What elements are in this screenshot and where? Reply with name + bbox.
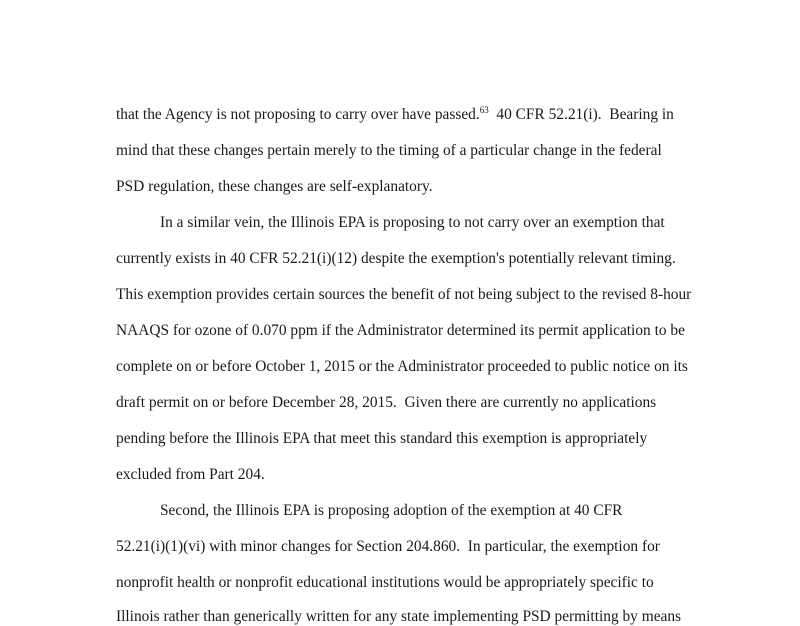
- text-line-2: mind that these changes pertain merely to the timing of a particular change in the federal: [116, 142, 662, 159]
- text-line-13: 52.21(i)(1)(vi) with minor changes for Section 204.860. In particular, the exemption for: [116, 538, 660, 555]
- text-line-10: pending before the Illinois EPA that meet this standard this exemption is appropriately: [116, 430, 648, 447]
- text-line-6: This exemption provides certain sources the benefit of not being subject to the revised 8-hour: [116, 286, 692, 303]
- footnote-ref-63: 63: [479, 105, 489, 115]
- line-1-text-end: 40 CFR 52.21(i). Bearing in: [488, 106, 674, 123]
- paragraph-start-line: In a similar vein, the Illinois EPA is proposing to not carry over an exemption that: [160, 214, 665, 231]
- text-line-11: excluded from Part 204.: [116, 466, 265, 483]
- paragraph-start-line-2: Second, the Illinois EPA is proposing adoption of the exemption at 40 CFR: [160, 502, 623, 519]
- line-1-text: that the Agency is not proposing to carry over have passed.: [116, 106, 480, 123]
- text-line-5: currently exists in 40 CFR 52.21(i)(12) despite the exemption's potentially relevant timing.: [116, 250, 676, 267]
- text-line-8: complete on or before October 1, 2015 or the Administrator proceeded to public notice on its: [116, 358, 688, 375]
- text-line-14: nonprofit health or nonprofit educational institutions would be appropriately specific to: [116, 574, 654, 591]
- text-line-1: [116, 106, 674, 124]
- text-line-7: NAAQS for ozone of 0.070 ppm if the Administrator determined its permit application to be: [116, 322, 685, 339]
- text-line-3: PSD regulation, these changes are self-explanatory.: [116, 178, 433, 195]
- text-line-9: draft permit on or before December 28, 2015. Given there are currently no applications: [116, 394, 657, 411]
- text-line-15-cut-off: Illinois rather than generically written for any state implementing PSD permitting by means: [116, 608, 682, 625]
